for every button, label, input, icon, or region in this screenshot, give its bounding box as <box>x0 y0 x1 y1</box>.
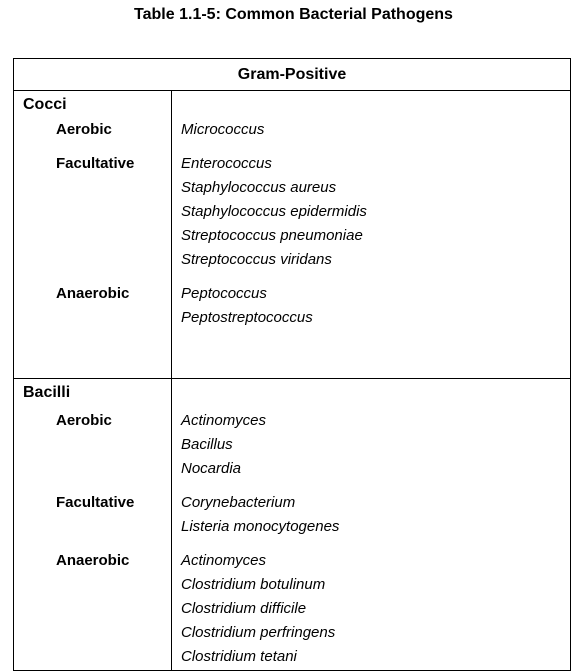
organism-staphylococcus-aureus: Staphylococcus aureus <box>181 179 337 196</box>
organism-bacillus: Bacillus <box>181 436 233 453</box>
bacilli-left-cell <box>14 379 172 671</box>
cocci-anaerobic-label: Anaerobic <box>56 285 130 302</box>
organism-nocardia: Nocardia <box>181 460 242 477</box>
organism-clostridium-perfringens: Clostridium perfringens <box>181 624 336 641</box>
organism-micrococcus: Micrococcus <box>181 121 265 138</box>
bacterial-pathogens-table <box>13 58 571 671</box>
bacilli-aerobic-label: Aerobic <box>56 412 112 429</box>
cocci-row <box>14 91 571 379</box>
bacilli-facultative-label: Facultative <box>56 494 135 511</box>
organism-clostridium-botulinum: Clostridium botulinum <box>181 576 326 593</box>
table-header-row <box>14 59 571 91</box>
cocci-spacer <box>172 91 570 118</box>
organism-clostridium-difficile: Clostridium difficile <box>181 600 307 617</box>
table-caption: Table 1.1-5: Common Bacterial Pathogens <box>134 6 453 23</box>
organism-clostridium-tetani: Clostridium tetani <box>181 648 297 665</box>
bacilli-right-cell <box>172 379 571 671</box>
group-title-bacilli: Bacilli <box>23 384 71 401</box>
cocci-aerobic-list <box>172 118 570 142</box>
bacilli-anaerobic-list <box>172 549 570 669</box>
organism-corynebacterium: Corynebacterium <box>181 494 296 511</box>
cocci-aerobic-label: Aerobic <box>56 121 112 138</box>
bacilli-facultative-list <box>172 491 570 539</box>
cocci-left-cell <box>14 91 172 379</box>
organism-actinomyces-anaerobic: Actinomyces <box>181 552 267 569</box>
organism-staphylococcus-epidermidis: Staphylococcus epidermidis <box>181 203 367 220</box>
organism-streptococcus-viridans: Streptococcus viridans <box>181 251 332 268</box>
bacilli-anaerobic-label: Anaerobic <box>56 552 130 569</box>
organism-enterococcus: Enterococcus <box>181 155 272 172</box>
organism-actinomyces: Actinomyces <box>181 412 267 429</box>
organism-listeria-monocytogenes: Listeria monocytogenes <box>181 518 340 535</box>
organism-peptococcus: Peptococcus <box>181 285 267 302</box>
cocci-anaerobic-list <box>172 282 570 330</box>
bacilli-aerobic-list <box>172 409 570 481</box>
bacilli-row <box>14 379 571 671</box>
cocci-facultative-list <box>172 152 570 272</box>
organism-peptostreptococcus: Peptostreptococcus <box>181 309 313 326</box>
bacilli-spacer <box>172 379 570 409</box>
group-title-cocci: Cocci <box>23 96 67 113</box>
gram-positive-header: Gram-Positive <box>14 59 571 91</box>
cocci-facultative-label: Facultative <box>56 155 135 172</box>
organism-streptococcus-pneumoniae: Streptococcus pneumoniae <box>181 227 363 244</box>
cocci-right-cell <box>172 91 571 379</box>
